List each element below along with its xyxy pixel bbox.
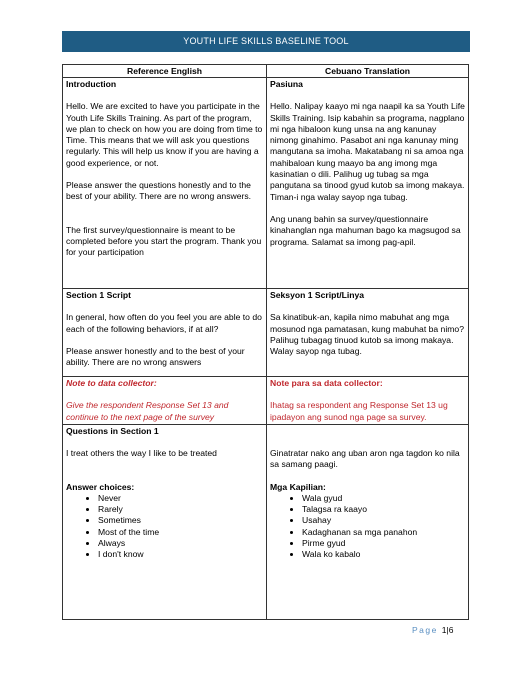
- note-english-text: Give the respondent Response Set 13 and continue to the next page of the survey: [66, 400, 229, 422]
- document-banner: YOUTH LIFE SKILLS BASELINE TOOL: [62, 31, 470, 52]
- note-english-title: Note to data collector:: [66, 378, 157, 388]
- page-word: Page: [412, 625, 438, 635]
- list-item: • Kadaghanan sa mga panahon: [302, 527, 465, 538]
- intro-english-p1: Hello. We are excited to have you participate in the Youth Life Skills Training. As part of the program, we plan to check on how you are doing from time to Time. This means that we will ask you questions regularly. This will help us know if you are having a good experience, or not.: [66, 101, 263, 168]
- table-header-row: [63, 65, 469, 78]
- answer-choices-label: Answer choices:: [66, 481, 135, 492]
- table-row: [63, 425, 469, 620]
- section1-cebuano-title: Seksyon 1 Script/Linya: [270, 290, 365, 300]
- kapilian-list: [270, 493, 465, 561]
- header-cebuano-translation: Cebuano Translation: [267, 65, 469, 78]
- intro-cebuano-p1: Hello. Nalipay kaayo mi nga naapil ka sa Youth Life Skills Training. Isip kabahin sa programa, nagplano mi nga hibaloon kung unsa na ang kanunay nimong ginahimo. Pasabot ani nga kanunay ming mangutana sa imoha. Makatabang ni sa amoa nga mahibaloan kung maayo ba ang imong mga kasinatian o dili. Palihug ug tubag sa mga pangutana sa tinood gyud kutob sa imong makaya. Timan-i nga walay sayop nga tubag.: [270, 101, 465, 202]
- list-item: • Never: [98, 493, 263, 504]
- intro-cebuano-cell: [267, 78, 469, 289]
- list-item: • Always: [98, 538, 263, 549]
- table-row: [63, 78, 469, 289]
- intro-english-title: Introduction: [66, 79, 117, 89]
- table-row: [63, 289, 469, 377]
- section1-english-p1: In general, how often do you feel you are able to do each of the following behaviors, if at all?: [66, 312, 262, 334]
- note-cebuano-title: Note para sa data collector:: [270, 378, 383, 388]
- question-cebuano-text: Ginatratar nako ang uban aron nga tagdon ko nila sa samang paagi.: [270, 448, 460, 470]
- list-item: • Talagsa ra kaayo: [302, 504, 465, 515]
- list-item: • I don't know: [98, 549, 263, 560]
- list-item: • Wala gyud: [302, 493, 465, 504]
- answer-choices-list: [66, 493, 263, 561]
- question-english-text: I treat others the way I like to be treated: [66, 448, 217, 459]
- list-item: • Most of the time: [98, 527, 263, 538]
- page-number: 1: [441, 625, 447, 635]
- questions-cebuano-cell: [267, 425, 469, 620]
- list-item: • Usahay: [302, 515, 465, 526]
- page-footer: [412, 625, 453, 635]
- list-item: • Wala ko kabalo: [302, 549, 465, 560]
- list-item: • Sometimes: [98, 515, 263, 526]
- note-cebuano-cell: [267, 377, 469, 425]
- kapilian-label: Mga Kapilian:: [270, 481, 326, 492]
- section1-cebuano-p1: Sa kinatibuk-an, kapila nimo mabuhat ang mga mosunod nga pamatasan, kung mabuhat ba nimo? Palihug tubagag tinuod kutob sa imong makaya. Walay sayop nga tubag.: [270, 312, 464, 357]
- intro-cebuano-p2: Ang unang bahin sa survey/questionnaire kinahanglan nga mahuman bago ka magsugod sa programa. Salamat sa imong pag-apil.: [270, 213, 461, 247]
- section1-english-p2: Please answer honestly and to the best of your ability. There are no wrong answers: [66, 345, 245, 368]
- intro-english-cell: [63, 78, 267, 289]
- questions-english-title: Questions in Section 1: [66, 426, 159, 436]
- page-total: 6: [448, 625, 454, 635]
- table-row: [63, 377, 469, 425]
- list-item: • Rarely: [98, 504, 263, 515]
- section1-cebuano-cell: [267, 289, 469, 377]
- header-reference-english: Reference English: [63, 65, 267, 78]
- questions-english-cell: [63, 425, 267, 620]
- translation-table: [62, 64, 469, 620]
- list-item: • Pirme gyud: [302, 538, 465, 549]
- section1-english-title: Section 1 Script: [66, 290, 131, 300]
- intro-english-p2: Please answer the questions honestly and to the best of your ability. There are no wrong answers.: [66, 180, 252, 202]
- section1-english-cell: [63, 289, 267, 377]
- intro-english-p3: The first survey/questionnaire is meant to be completed before you start the program. Thank you for your participation: [66, 224, 262, 258]
- page-separator: |: [446, 625, 449, 635]
- note-english-cell: [63, 377, 267, 425]
- note-cebuano-text: Ihatag sa respondent ang Response Set 13 ug ipadayon ang sunod nga page sa survey.: [270, 400, 448, 422]
- intro-cebuano-title: Pasiuna: [270, 79, 303, 89]
